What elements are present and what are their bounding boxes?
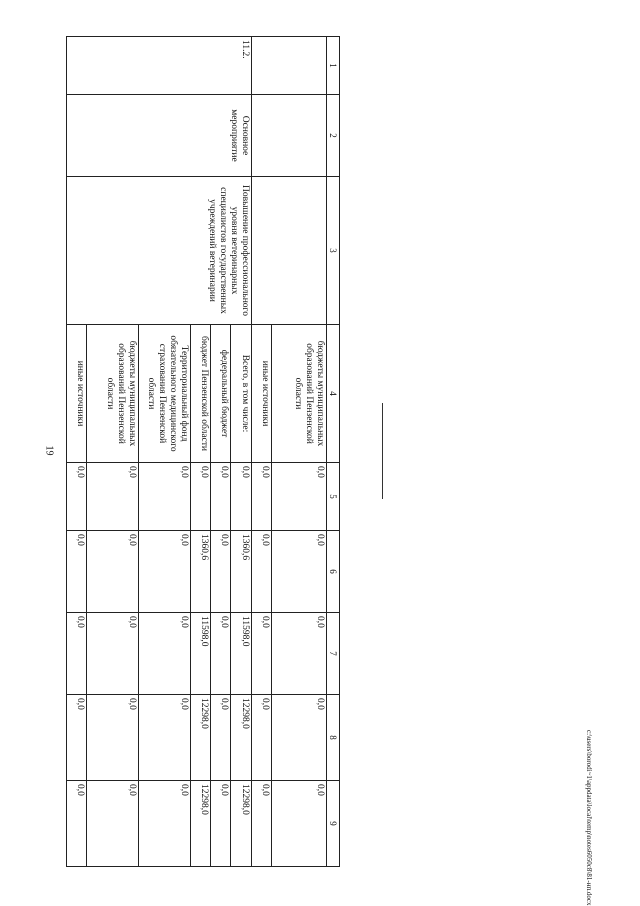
footer-file-path: c:\users\borodi~1\appdata\local\temp\notes6050c8\81-нп.docx (585, 730, 593, 906)
header-cell: 8 (326, 695, 339, 781)
value-cell: 0,0 (231, 463, 251, 531)
empty-cell (251, 37, 326, 95)
source-cell: бюджет Пензенской области (191, 325, 211, 463)
value-cell: 0,0 (211, 463, 231, 531)
value-cell: 0,0 (87, 781, 139, 867)
source-cell: иные источники (67, 325, 87, 463)
value-cell: 12298,0 (231, 781, 251, 867)
value-cell: 0,0 (251, 695, 271, 781)
value-cell: 0,0 (271, 781, 326, 867)
value-cell: 0,0 (139, 613, 191, 695)
value-cell: 0,0 (251, 613, 271, 695)
value-cell: 0,0 (271, 695, 326, 781)
value-cell: 0,0 (139, 781, 191, 867)
value-cell: 0,0 (211, 531, 231, 613)
table-row (271, 37, 326, 867)
item-type: Основное мероприятие (67, 95, 252, 177)
page-number: 19 (43, 445, 55, 456)
source-cell: бюджеты муниципальных образований Пензенской области (87, 325, 139, 463)
value-cell: 0,0 (251, 463, 271, 531)
value-cell: 11598,0 (231, 613, 251, 695)
value-cell: 0,0 (87, 463, 139, 531)
value-cell: 1360,6 (191, 531, 211, 613)
value-cell: 0,0 (67, 695, 87, 781)
value-cell: 1360,6 (231, 531, 251, 613)
value-cell: 12298,0 (231, 695, 251, 781)
header-cell: 5 (326, 463, 339, 531)
value-cell: 0,0 (139, 531, 191, 613)
value-cell: 0,0 (67, 781, 87, 867)
header-row (326, 37, 339, 867)
header-cell: 3 (326, 177, 339, 325)
header-cell: 2 (326, 95, 339, 177)
header-cell: 1 (326, 37, 339, 95)
header-cell: 7 (326, 613, 339, 695)
value-cell: 0,0 (67, 531, 87, 613)
value-cell: 12298,0 (191, 781, 211, 867)
header-cell: 6 (326, 531, 339, 613)
source-cell: Всего, в том числе: (231, 325, 251, 463)
table-row (231, 37, 251, 867)
value-cell: 0,0 (251, 531, 271, 613)
value-cell: 0,0 (211, 781, 231, 867)
value-cell: 0,0 (87, 695, 139, 781)
source-cell: иные источники (251, 325, 271, 463)
value-cell: 0,0 (67, 613, 87, 695)
empty-cell (251, 177, 326, 325)
value-cell: 11598,0 (191, 613, 211, 695)
value-cell: 0,0 (139, 463, 191, 531)
value-cell: 0,0 (139, 695, 191, 781)
divider-line (382, 403, 383, 499)
value-cell: 0,0 (191, 463, 211, 531)
value-cell: 0,0 (87, 531, 139, 613)
value-cell: 0,0 (211, 613, 231, 695)
header-cell: 4 (326, 325, 339, 463)
value-cell: 0,0 (87, 613, 139, 695)
source-cell: бюджеты муниципальных образований Пензенской области (271, 325, 326, 463)
source-cell: Территориальный фонд обязательного медицинского страхования Пензенской области (139, 325, 191, 463)
item-number: 11.2. (67, 37, 252, 95)
value-cell: 0,0 (271, 613, 326, 695)
value-cell: 12298,0 (191, 695, 211, 781)
finance-table (66, 36, 340, 867)
empty-cell (251, 95, 326, 177)
value-cell: 0,0 (251, 781, 271, 867)
header-cell: 9 (326, 781, 339, 867)
value-cell: 0,0 (211, 695, 231, 781)
value-cell: 0,0 (67, 463, 87, 531)
source-cell: федеральный бюджет (211, 325, 231, 463)
item-name: Повышение профессионального уровня ветеринарных специалистов государственных учреждений ветеринарии (67, 177, 252, 325)
value-cell: 0,0 (271, 531, 326, 613)
finance-table-container (66, 36, 340, 866)
value-cell: 0,0 (271, 463, 326, 531)
